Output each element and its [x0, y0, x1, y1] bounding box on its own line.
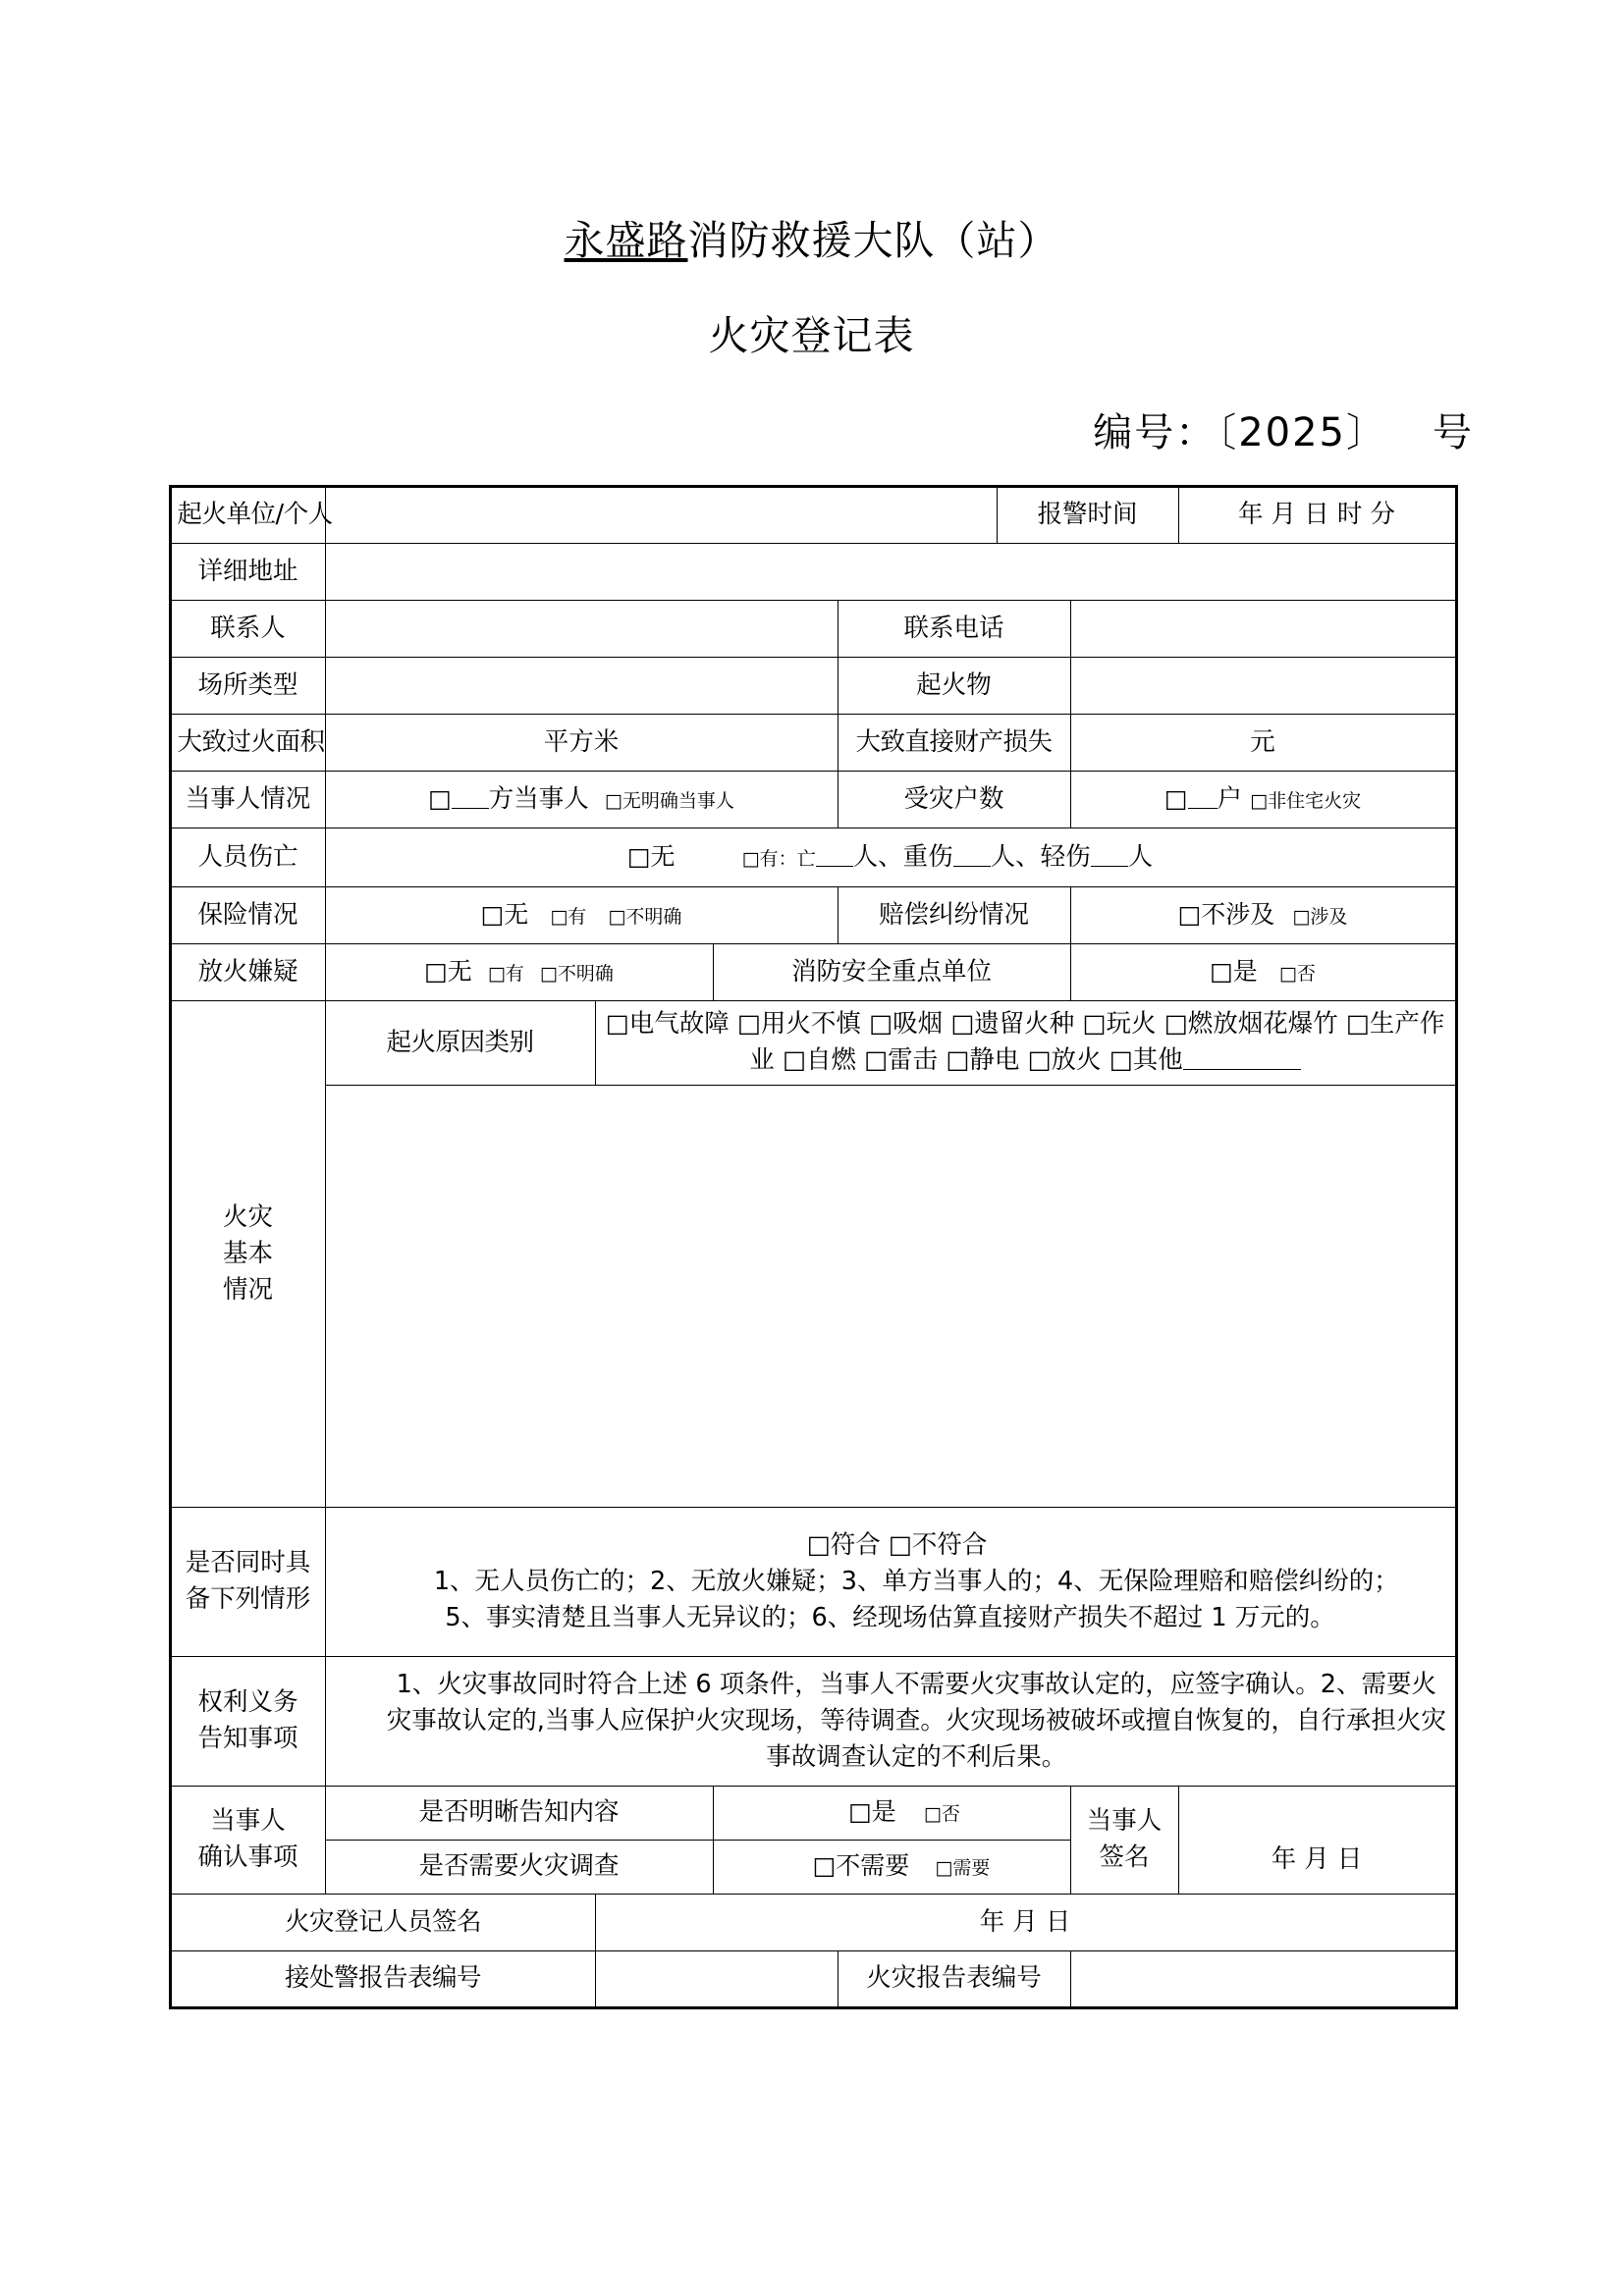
checkbox-party-count[interactable]: □: [428, 783, 452, 813]
casualty-label: 人员伤亡: [170, 828, 325, 886]
cause-label: 起火原因类别: [325, 1000, 595, 1085]
checkbox-dispute-no[interactable]: □不涉及: [1177, 899, 1275, 929]
confirm-label: [170, 1786, 325, 1894]
confirm-label-line-2: 确认事项: [197, 1842, 298, 1873]
place-type-value[interactable]: [325, 657, 838, 714]
checkbox-insurance-yes[interactable]: □有: [550, 905, 587, 928]
checkbox-key-unit-no[interactable]: □否: [1278, 962, 1316, 985]
table-row: [170, 943, 1456, 1000]
checkbox-investigation-not-needed[interactable]: □不需要: [812, 1851, 910, 1881]
checkbox-nonresidential-fire[interactable]: □非住宅火灾: [1250, 789, 1362, 812]
checkbox-insurance-unknown[interactable]: □不明确: [608, 905, 682, 928]
households-label: 受灾户数: [838, 771, 1070, 828]
table-row: [170, 600, 1456, 657]
fire-registration-table: [169, 485, 1458, 2009]
contact-value[interactable]: [325, 600, 838, 657]
confirm-question-2-options[interactable]: [713, 1840, 1070, 1894]
confirm-question-1-label: 是否明晰告知内容: [325, 1786, 713, 1840]
serious-injury-blank[interactable]: [953, 866, 991, 867]
alarm-report-no-label: 接处警报告表编号: [170, 1950, 595, 2007]
page-title: [0, 214, 1623, 268]
unit-label: 起火单位/个人: [170, 486, 325, 543]
burn-area-unit[interactable]: 平方米: [325, 714, 838, 771]
table-row: [170, 771, 1456, 828]
burn-area-label: 大致过火面积: [170, 714, 325, 771]
insurance-options[interactable]: [325, 886, 838, 943]
party-signature-label: [1070, 1786, 1178, 1894]
table-row: [170, 1000, 1456, 1085]
checkbox-arson-unknown[interactable]: □不明确: [539, 962, 614, 985]
conditions-label: [170, 1507, 325, 1656]
checkbox-arson-yes[interactable]: □有: [487, 962, 524, 985]
key-unit-label: 消防安全重点单位: [713, 943, 1070, 1000]
table-row: [170, 828, 1456, 886]
rights-content: [325, 1656, 1456, 1786]
casualty-unit1: 人、重伤: [852, 841, 953, 872]
table-row: [170, 1786, 1456, 1840]
deaths-blank[interactable]: [816, 866, 853, 867]
checkbox-casualty-none[interactable]: □无: [626, 841, 676, 871]
party-signature-value[interactable]: [1178, 1786, 1456, 1894]
cause-options-line-2[interactable]: [602, 1042, 1449, 1079]
conditions-label-line-2: 备下列情形: [185, 1584, 311, 1615]
households-options[interactable]: [1070, 771, 1456, 828]
table-row: [170, 1656, 1456, 1786]
phone-label: 联系电话: [838, 600, 1070, 657]
ignited-object-label: 起火物: [838, 657, 1070, 714]
fire-report-no-label: 火灾报告表编号: [838, 1950, 1070, 2007]
serial-year: 〔2025〕: [1217, 409, 1387, 455]
table-row: [170, 886, 1456, 943]
cause-options-line-1[interactable]: □电气故障 □用火不慎 □吸烟 □遗留火种 □玩火 □燃放烟花爆竹 □生产作: [605, 1009, 1445, 1040]
checkbox-party-unknown[interactable]: □无明确当事人: [604, 789, 734, 812]
table-row: [170, 657, 1456, 714]
rights-label: [170, 1656, 325, 1786]
fire-basic-label-line-3: 情况: [222, 1274, 273, 1305]
table-row: [170, 1085, 1456, 1507]
checkbox-informed-yes[interactable]: □是: [848, 1797, 896, 1827]
cause-other-blank[interactable]: [1183, 1069, 1301, 1070]
fire-report-no-value[interactable]: [1070, 1950, 1456, 2007]
insurance-label: 保险情况: [170, 886, 325, 943]
checkbox-insurance-none[interactable]: □无: [480, 899, 529, 929]
fire-basic-label: [170, 1000, 325, 1507]
table-row: [170, 714, 1456, 771]
fire-registration-table-wrap: [169, 485, 1455, 2009]
address-label: 详细地址: [170, 543, 325, 600]
party-label: 当事人情况: [170, 771, 325, 828]
party-signature-label-line-2: 签名: [1099, 1842, 1150, 1873]
party-opt1-text: 方当事人: [488, 783, 589, 814]
arson-label: 放火嫌疑: [170, 943, 325, 1000]
serial-suffix: 号: [1433, 409, 1474, 455]
casualty-unit3: 人: [1127, 841, 1154, 872]
key-unit-options[interactable]: [1070, 943, 1456, 1000]
party-count-blank[interactable]: [452, 808, 489, 809]
conditions-text-line-2: 5、事实清楚且当事人无异议的；6、经现场估算直接财产损失不超过 1 万元的。: [445, 1602, 1335, 1632]
table-row: [170, 1950, 1456, 2007]
casualty-options[interactable]: [325, 828, 1456, 886]
fire-basic-label-line-1: 火灾: [222, 1201, 273, 1232]
table-row: [170, 486, 1456, 543]
place-type-label: 场所类型: [170, 657, 325, 714]
checkbox-informed-no[interactable]: □否: [923, 1803, 960, 1826]
conditions-label-line-1: 是否同时具: [185, 1548, 311, 1578]
rights-label-line-1: 权利义务: [197, 1687, 298, 1718]
document-header: [0, 0, 1623, 457]
conditions-text-line-1: 1、无人员伤亡的；2、无放火嫌疑；3、单方当事人的；4、无保险理赔和赔偿纠纷的；: [433, 1566, 1399, 1596]
registrar-signature-value[interactable]: [595, 1894, 1456, 1950]
minor-injury-blank[interactable]: [1091, 866, 1128, 867]
confirm-label-line-1: 当事人: [210, 1806, 286, 1837]
rights-label-line-2: 告知事项: [197, 1724, 298, 1754]
rights-text: 1、火灾事故同时符合上述 6 项条件，当事人不需要火灾事故认定的，应签字确认。2、需要火灾事故认定的,当事人应保护火灾现场，等待调查。火灾现场被破坏或擅自恢复的，自行承担火灾事故调查认定的不利后果。: [386, 1669, 1446, 1772]
checkbox-key-unit-yes[interactable]: □是: [1210, 956, 1258, 986]
cause-options[interactable]: [595, 1000, 1456, 1085]
confirm-question-1-options[interactable]: [713, 1786, 1070, 1840]
party-signature-label-line-1: 当事人: [1086, 1806, 1163, 1837]
cause-options-line-2-text: 业 □自燃 □雷击 □静电 □放火 □其他: [749, 1045, 1183, 1076]
table-row: [170, 1507, 1456, 1656]
alarm-time-label: 报警时间: [997, 486, 1178, 543]
alarm-time-value[interactable]: 年 月 日 时 分: [1178, 486, 1456, 543]
fire-basic-value[interactable]: [325, 1085, 1456, 1507]
conditions-check-options[interactable]: □符合 □不符合: [806, 1529, 988, 1560]
arson-options[interactable]: [325, 943, 713, 1000]
registrar-signature-label: 火灾登记人员签名: [170, 1894, 595, 1950]
household-count-blank[interactable]: [1188, 808, 1217, 809]
party-signature-date[interactable]: 年 月 日: [1271, 1843, 1363, 1874]
registrar-signature-date[interactable]: 年 月 日: [979, 1906, 1071, 1937]
checkbox-casualty-yes[interactable]: □有：亡: [741, 847, 816, 870]
serial-label: 编号：: [1093, 409, 1217, 455]
households-text: 户: [1217, 783, 1243, 814]
conditions-content[interactable]: [325, 1507, 1456, 1656]
confirm-question-2-label: 是否需要火灾调查: [325, 1840, 713, 1894]
phone-value[interactable]: [1070, 600, 1456, 657]
serial-number-line: [0, 401, 1623, 457]
org-name-underlined: 永盛路: [564, 217, 688, 264]
page-subtitle: 火灾登记表: [708, 312, 915, 360]
contact-label: 联系人: [170, 600, 325, 657]
fire-basic-label-line-2: 基本: [222, 1238, 273, 1268]
org-name-rest: 消防救援大队（站）: [687, 217, 1059, 264]
address-value[interactable]: [325, 543, 1456, 600]
ignited-object-value[interactable]: [1070, 657, 1456, 714]
checkbox-arson-none[interactable]: □无: [424, 956, 472, 986]
property-loss-unit[interactable]: 元: [1070, 714, 1456, 771]
alarm-report-no-value[interactable]: [595, 1950, 838, 2007]
property-loss-label: 大致直接财产损失: [838, 714, 1070, 771]
table-row: [170, 1894, 1456, 1950]
casualty-unit2: 人、轻伤: [990, 841, 1091, 872]
dispute-label: 赔偿纠纷情况: [838, 886, 1070, 943]
dispute-options[interactable]: [1070, 886, 1456, 943]
party-options[interactable]: [325, 771, 838, 828]
checkbox-dispute-yes[interactable]: □涉及: [1292, 905, 1348, 928]
table-row: [170, 543, 1456, 600]
unit-value[interactable]: [325, 486, 997, 543]
checkbox-investigation-needed[interactable]: □需要: [935, 1857, 991, 1880]
checkbox-household-count[interactable]: □: [1163, 783, 1188, 813]
